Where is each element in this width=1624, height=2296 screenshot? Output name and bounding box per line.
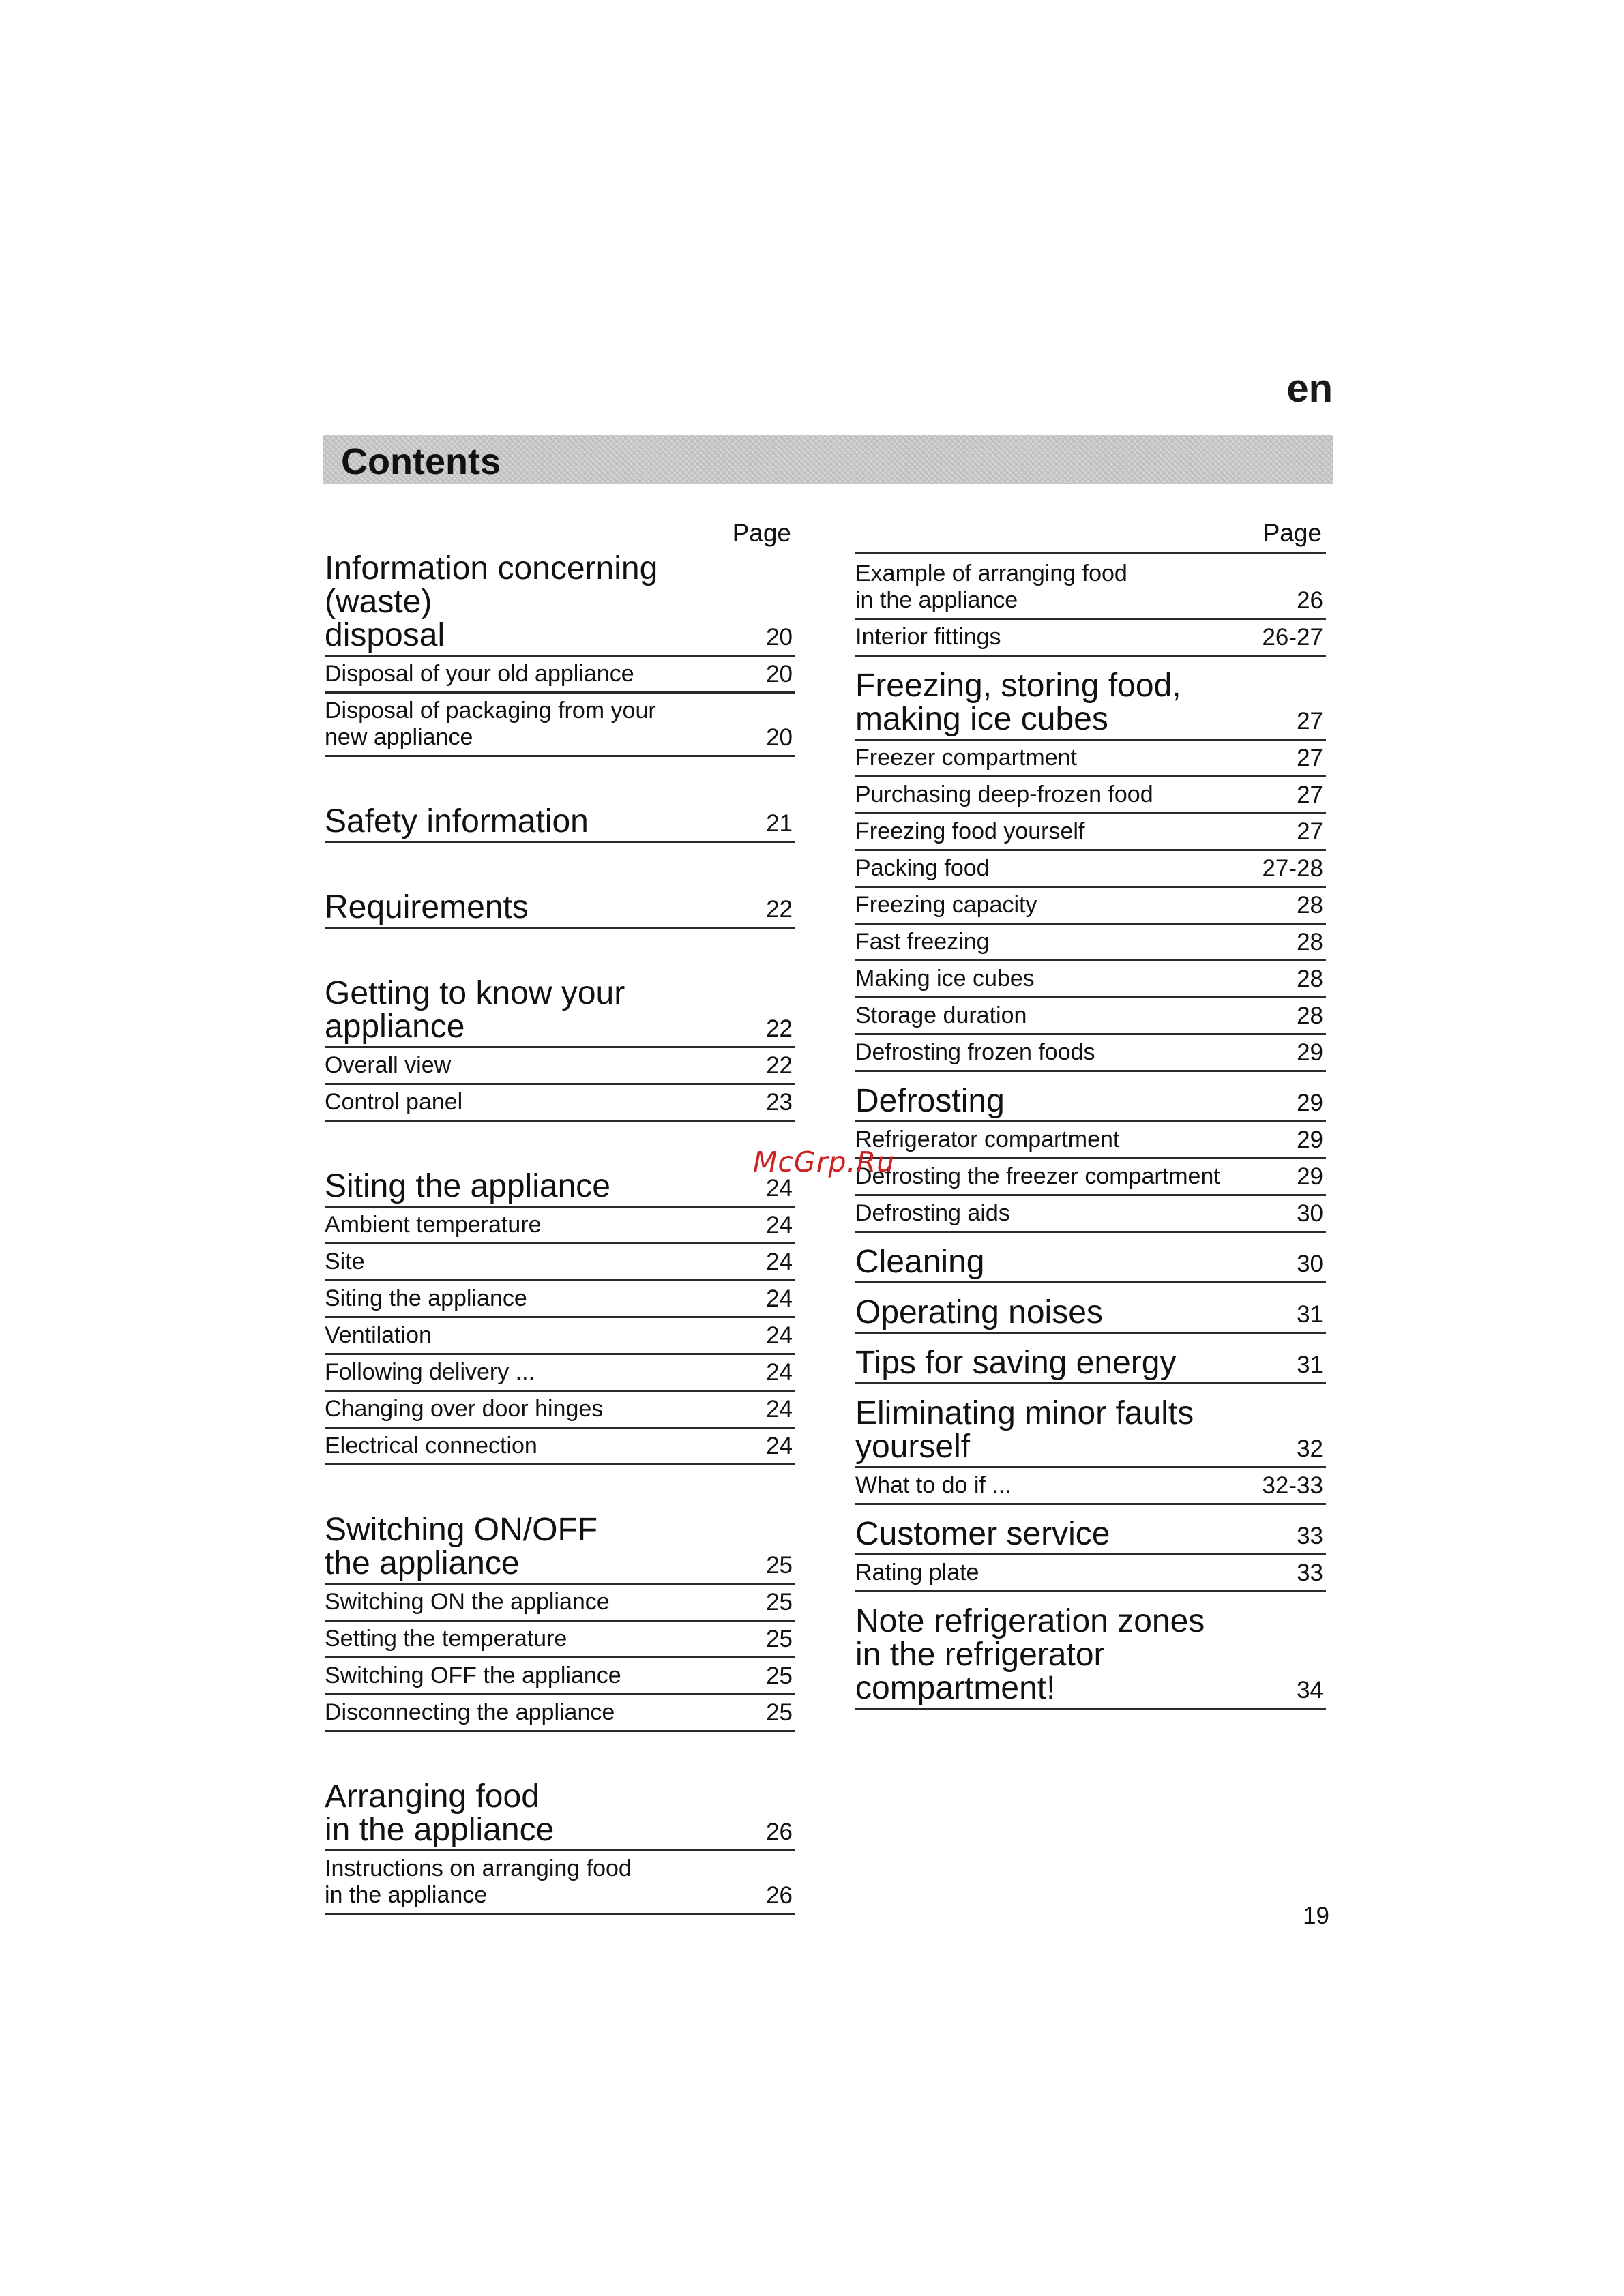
- section-heading[interactable]: [325, 1513, 795, 1585]
- section-heading-page: 31: [1297, 1301, 1323, 1328]
- toc-entry-title: Disconnecting the appliance: [325, 1699, 615, 1725]
- section-heading-page: 22: [766, 896, 793, 923]
- toc-section: [325, 1169, 795, 1465]
- toc-entry-page: 22: [766, 1052, 793, 1079]
- section-heading[interactable]: [855, 1346, 1326, 1384]
- toc-section: [855, 1346, 1326, 1384]
- section-heading-page: 32: [1297, 1435, 1323, 1462]
- toc-entry-page: 27: [1297, 781, 1323, 808]
- toc-entry-title: Instructions on arranging food in the appliance: [325, 1855, 632, 1908]
- toc-entry[interactable]: [855, 888, 1326, 925]
- toc-entry-title: Switching OFF the appliance: [325, 1663, 621, 1688]
- section-heading-title: Switching ON/OFF the appliance: [325, 1512, 598, 1581]
- toc-entry-page: 27-28: [1262, 855, 1323, 882]
- toc-entry-title: Rating plate: [855, 1560, 979, 1585]
- toc-entry-page: 28: [1297, 966, 1323, 992]
- toc-entry-title: Freezing food yourself: [855, 818, 1085, 844]
- toc-entry[interactable]: [855, 620, 1326, 657]
- toc-entry-page: 26: [766, 1882, 793, 1909]
- toc-entry[interactable]: [855, 1035, 1326, 1072]
- toc-entry-title: Overall view: [325, 1052, 452, 1078]
- section-heading[interactable]: [325, 891, 795, 929]
- toc-entry-page: 24: [766, 1322, 793, 1349]
- toc-entry-title: Storage duration: [855, 1002, 1027, 1028]
- toc-section: [325, 1780, 795, 1915]
- section-heading[interactable]: [855, 1296, 1326, 1334]
- page-number: 19: [1303, 1903, 1329, 1929]
- section-heading-title: Customer service: [855, 1516, 1110, 1552]
- toc-entry-page: 28: [1297, 929, 1323, 955]
- toc-entry[interactable]: [855, 961, 1326, 998]
- toc-entry-page: 26-27: [1262, 624, 1323, 651]
- toc-entry[interactable]: [325, 1658, 795, 1695]
- left-section-list: [325, 552, 795, 1915]
- toc-entry-page: 25: [766, 1589, 793, 1615]
- section-heading-title: Getting to know your appliance: [325, 975, 625, 1045]
- toc-entry-title: Control panel: [325, 1089, 463, 1115]
- toc-entry-page: 25: [766, 1663, 793, 1689]
- toc-section: [855, 1397, 1326, 1505]
- toc-entry[interactable]: [855, 1196, 1326, 1233]
- toc-entry-page: 29: [1297, 1039, 1323, 1066]
- toc-section: [855, 1605, 1326, 1710]
- toc-entry[interactable]: [325, 657, 795, 694]
- section-heading[interactable]: [855, 1397, 1326, 1468]
- toc-entry[interactable]: [325, 694, 795, 757]
- section-heading-title: Defrosting: [855, 1083, 1005, 1119]
- toc-entry[interactable]: [855, 741, 1326, 777]
- toc-left-column: [325, 516, 795, 1963]
- toc-entry-page: 25: [766, 1699, 793, 1726]
- watermark: McGrp.Ru: [753, 1146, 896, 1178]
- toc-entry[interactable]: [325, 1585, 795, 1622]
- toc-section: [855, 1296, 1326, 1334]
- toc-entry-title: Disposal of your old appliance: [325, 661, 634, 687]
- toc-entry-title: Defrosting frozen foods: [855, 1039, 1095, 1065]
- toc-entry-page: 27: [1297, 745, 1323, 771]
- toc-entry-page: 20: [766, 724, 793, 751]
- language-tag: en: [1286, 366, 1333, 411]
- toc-entry[interactable]: [855, 925, 1326, 961]
- toc-entry-title: Site: [325, 1249, 365, 1274]
- toc-entry-page: 24: [766, 1212, 793, 1238]
- toc-entry[interactable]: [855, 777, 1326, 814]
- section-heading[interactable]: [855, 669, 1326, 741]
- section-heading[interactable]: [325, 1780, 795, 1851]
- toc-entry-page: 24: [766, 1396, 793, 1422]
- section-heading-title: Arranging food in the appliance: [325, 1778, 555, 1848]
- section-heading-title: Freezing, storing food, making ice cubes: [855, 668, 1181, 737]
- section-heading-page: 33: [1297, 1523, 1323, 1549]
- toc-entry-title: Siting the appliance: [325, 1285, 527, 1311]
- toc-entry[interactable]: [855, 998, 1326, 1035]
- section-heading-page: 22: [766, 1015, 793, 1042]
- section-heading[interactable]: [325, 976, 795, 1048]
- contents-banner: [323, 435, 1333, 484]
- section-heading-page: 27: [1297, 708, 1323, 734]
- section-heading-title: Note refrigeration zones in the refrigerator compartment!: [855, 1603, 1205, 1706]
- section-heading-page: 26: [766, 1819, 793, 1845]
- toc-entry-page: 28: [1297, 892, 1323, 919]
- section-heading-page: 31: [1297, 1352, 1323, 1378]
- page-column-label: Page: [732, 519, 791, 547]
- toc-entry-title: Setting the temperature: [325, 1626, 567, 1652]
- toc-entry-page: 26: [1297, 587, 1323, 614]
- toc-entry[interactable]: [855, 851, 1326, 888]
- section-heading-title: Cleaning: [855, 1244, 985, 1280]
- toc-entry-title: Ventilation: [325, 1322, 432, 1348]
- section-heading-page: 34: [1297, 1677, 1323, 1703]
- toc-entry[interactable]: [325, 1048, 795, 1085]
- toc-entry-page: 29: [1297, 1163, 1323, 1190]
- toc-entry-title: Disposal of packaging from your new appliance: [325, 698, 656, 750]
- toc-section: [325, 891, 795, 929]
- toc-entry-page: 24: [766, 1285, 793, 1312]
- toc-entry-title: Switching ON the appliance: [325, 1589, 610, 1615]
- toc-section: [855, 1084, 1326, 1233]
- section-heading-title: Eliminating minor faults yourself: [855, 1395, 1194, 1465]
- section-heading-page: 24: [766, 1175, 793, 1202]
- section-heading-page: 20: [766, 624, 793, 651]
- toc-entry-page: 29: [1297, 1127, 1323, 1153]
- toc-entry[interactable]: [325, 1244, 795, 1281]
- contents-title: Contents: [341, 441, 501, 482]
- toc-entry[interactable]: [855, 814, 1326, 851]
- toc-entry[interactable]: [325, 1281, 795, 1318]
- toc-entry-title: Defrosting the freezer compartment: [855, 1163, 1220, 1189]
- toc-section: [325, 1513, 795, 1732]
- toc-entry[interactable]: [855, 1468, 1326, 1505]
- toc-entry-title: Changing over door hinges: [325, 1396, 604, 1422]
- section-heading[interactable]: [325, 805, 795, 843]
- toc-entry[interactable]: [325, 1392, 795, 1429]
- section-heading[interactable]: [325, 552, 795, 657]
- section-heading-title: Operating noises: [855, 1294, 1103, 1330]
- toc-entry[interactable]: [325, 1085, 795, 1122]
- section-heading-title: Tips for saving energy: [855, 1345, 1177, 1381]
- toc-entry-page: 33: [1297, 1560, 1323, 1586]
- toc-section: [855, 1517, 1326, 1592]
- section-heading[interactable]: [855, 1245, 1326, 1283]
- toc-entry-title: Refrigerator compartment: [855, 1127, 1120, 1152]
- toc-entry-page: 24: [766, 1359, 793, 1386]
- section-heading[interactable]: [855, 1084, 1326, 1122]
- toc-entry-page: 27: [1297, 818, 1323, 845]
- section-heading-title: Siting the appliance: [325, 1168, 610, 1204]
- section-heading-title: Requirements: [325, 889, 529, 925]
- toc-entry[interactable]: [325, 1355, 795, 1392]
- toc-entry-title: Ambient temperature: [325, 1212, 542, 1238]
- toc-right-column: [855, 516, 1326, 1722]
- toc-entry-title: Following delivery ...: [325, 1359, 535, 1385]
- toc-section: [855, 669, 1326, 1072]
- toc-entry-title: Freezing capacity: [855, 892, 1037, 918]
- toc-entry-page: 20: [766, 661, 793, 687]
- toc-entry[interactable]: [855, 556, 1326, 620]
- section-heading[interactable]: [855, 1605, 1326, 1710]
- toc-section: [855, 1245, 1326, 1283]
- section-heading-page: 21: [766, 810, 793, 837]
- toc-entry[interactable]: [325, 1622, 795, 1658]
- section-heading-page: 30: [1297, 1251, 1323, 1277]
- toc-entry-page: 28: [1297, 1002, 1323, 1029]
- toc-entry-title: Electrical connection: [325, 1433, 537, 1459]
- toc-entry-page: 23: [766, 1089, 793, 1116]
- section-heading-title: Safety information: [325, 803, 589, 839]
- toc-section: [325, 976, 795, 1122]
- toc-entry[interactable]: [855, 1555, 1326, 1592]
- toc-entry-title: Fast freezing: [855, 929, 990, 955]
- toc-entry[interactable]: [325, 1851, 795, 1915]
- section-heading-title: Information concerning (waste) disposal: [325, 550, 658, 653]
- toc-section: [325, 552, 795, 757]
- toc-entry[interactable]: [855, 1159, 1326, 1196]
- toc-entry[interactable]: [855, 1122, 1326, 1159]
- toc-entry[interactable]: [325, 1429, 795, 1465]
- toc-entry-title: Packing food: [855, 855, 990, 881]
- toc-entry[interactable]: [325, 1208, 795, 1244]
- right-section-list: [855, 669, 1326, 1710]
- toc-entry-page: 24: [766, 1249, 793, 1275]
- toc-entry-title: Purchasing deep-frozen food: [855, 781, 1153, 807]
- toc-entry[interactable]: [325, 1695, 795, 1732]
- toc-entry-page: 30: [1297, 1200, 1323, 1227]
- continued-section: [855, 552, 1326, 657]
- toc-entry-title: Example of arranging food in the appliance: [855, 561, 1127, 613]
- toc-section: [325, 805, 795, 843]
- toc-entry-page: 25: [766, 1626, 793, 1652]
- page-column-label: Page: [1263, 519, 1322, 547]
- toc-entry[interactable]: [325, 1318, 795, 1355]
- toc-entry-title: Freezer compartment: [855, 745, 1077, 771]
- toc-entry-title: Making ice cubes: [855, 966, 1035, 992]
- toc-entry-title: What to do if ...: [855, 1472, 1012, 1498]
- section-heading[interactable]: [855, 1517, 1326, 1555]
- section-heading-page: 29: [1297, 1090, 1323, 1116]
- toc-entry-page: 24: [766, 1433, 793, 1459]
- toc-entry-title: Interior fittings: [855, 624, 1001, 650]
- toc-entry-page: 32-33: [1262, 1472, 1323, 1499]
- section-heading-page: 25: [766, 1552, 793, 1579]
- toc-entry-title: Defrosting aids: [855, 1200, 1010, 1226]
- section-heading[interactable]: [325, 1169, 795, 1208]
